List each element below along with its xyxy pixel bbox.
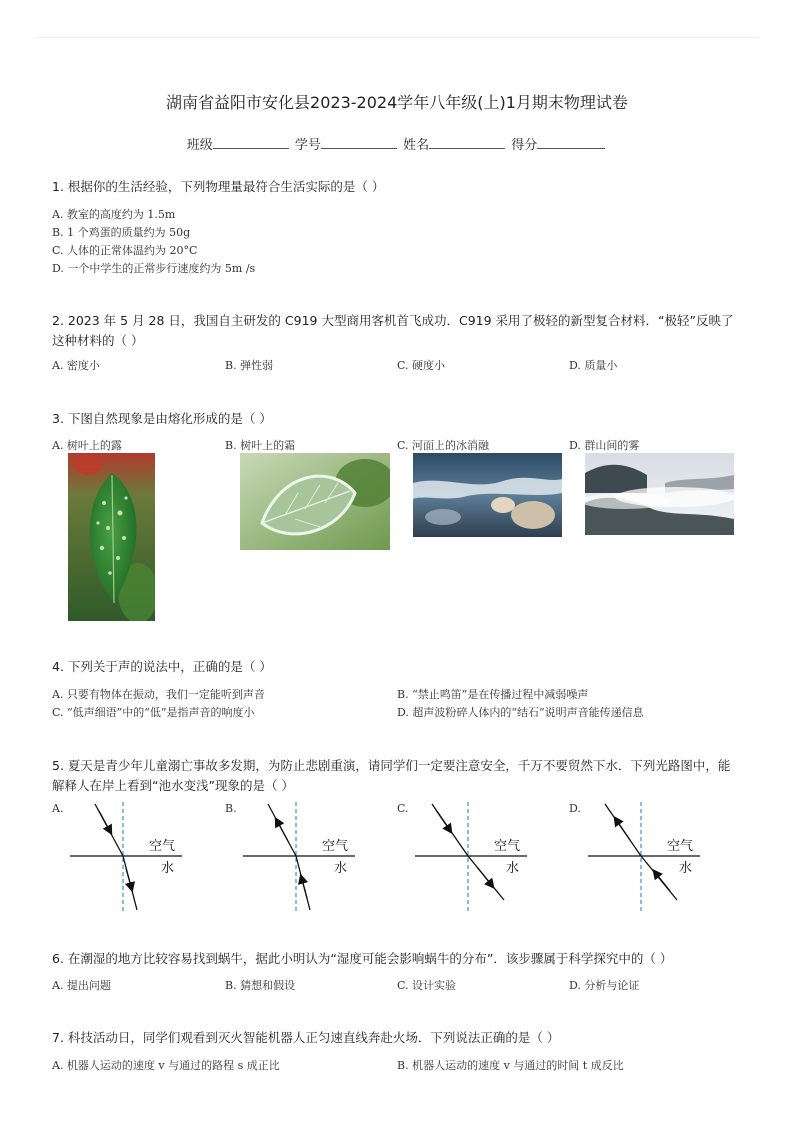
- q1-option-c[interactable]: C. 人体的正常体温约为 20°C: [52, 244, 198, 257]
- water-label: 水: [334, 861, 348, 876]
- question-4-stem: 4. 下列关于声的说法中，正确的是（ ）: [52, 659, 272, 674]
- ray-arrow: [276, 819, 288, 841]
- q2-option-d[interactable]: D. 质量小: [569, 359, 618, 372]
- class-label: 班级: [186, 138, 213, 153]
- q3-option-b[interactable]: B. 树叶上的霜: [225, 439, 296, 452]
- ray-arrow: [126, 868, 132, 890]
- question-6-stem: 6. 在潮湿的地方比较容易找到蜗牛，据此小明认为“湿度可能会影响蜗牛的分布”．该步骤属于科学探究中的（ ）: [52, 951, 673, 966]
- ray-arrow: [99, 811, 111, 833]
- frost-on-leaf-image: [240, 453, 390, 550]
- q5-diagram-b: [239, 800, 359, 915]
- name-label: 姓名: [403, 138, 430, 153]
- score-blank[interactable]: [537, 136, 605, 149]
- q2-option-b[interactable]: B. 弹性弱: [225, 359, 274, 372]
- air-label: 空气: [494, 839, 521, 854]
- header-divider: [36, 37, 758, 38]
- q7-option-b[interactable]: B. 机器人运动的速度 v 与通过的时间 t 成反比: [397, 1059, 624, 1072]
- class-blank[interactable]: [213, 136, 289, 149]
- student-number-blank[interactable]: [321, 136, 397, 149]
- ray-arrow: [615, 818, 630, 840]
- q2-option-a[interactable]: A. 密度小: [52, 359, 100, 372]
- q6-option-a[interactable]: A. 提出问题: [52, 979, 111, 992]
- q5-option-a[interactable]: A.: [52, 802, 64, 815]
- q5-option-b[interactable]: B.: [225, 802, 237, 815]
- q6-option-d[interactable]: D. 分析与论证: [569, 979, 640, 992]
- q3-option-d[interactable]: D. 群山间的雾: [569, 439, 640, 452]
- air-label: 空气: [667, 839, 694, 854]
- q4-option-a[interactable]: A. 只要有物体在振动，我们一定能听到声音: [52, 688, 265, 701]
- q3-option-a[interactable]: A. 树叶上的露: [52, 439, 122, 452]
- water-label: 水: [679, 861, 693, 876]
- q4-option-d[interactable]: D. 超声波粉碎人体内的“结石”说明声音能传递信息: [397, 706, 644, 719]
- q4-option-b[interactable]: B. “禁止鸣笛”是在传播过程中减弱噪声: [397, 688, 589, 701]
- melting-ice-river-image: [413, 453, 562, 537]
- water-label: 水: [506, 861, 520, 876]
- fog-mountains-image: [585, 453, 734, 535]
- name-blank[interactable]: [429, 136, 505, 149]
- dew-on-leaf-image: [68, 453, 155, 621]
- q4-option-c[interactable]: C. “低声细语”中的“低”是指声音的响度小: [52, 706, 255, 719]
- ray-arrow: [301, 876, 307, 898]
- ray-arrow: [477, 867, 493, 887]
- q6-option-b[interactable]: B. 猜想和假设: [225, 979, 296, 992]
- q5-diagram-a: [66, 800, 186, 915]
- air-label: 空气: [322, 839, 349, 854]
- question-2-stem: 2. 2023 年 5 月 28 日，我国自主研发的 C919 大型商用客机首飞成功．C919 采用了极轻的新型复合材料．“极轻”反映了这种材料的（ ）: [52, 313, 734, 348]
- q6-option-c[interactable]: C. 设计实验: [397, 979, 457, 992]
- student-number-label: 学号: [294, 138, 321, 153]
- student-info-line: [0, 134, 794, 153]
- ray-arrow: [436, 810, 451, 832]
- q2-option-c[interactable]: C. 硬度小: [397, 359, 446, 372]
- q7-option-a[interactable]: A. 机器人运动的速度 v 与通过的路程 s 成正比: [52, 1059, 280, 1072]
- q5-option-c[interactable]: C.: [397, 802, 409, 815]
- q5-option-d[interactable]: D.: [569, 802, 581, 815]
- water-label: 水: [161, 861, 175, 876]
- page-title: 湖南省益阳市安化县2023-2024学年八年级(上)1月期末物理试卷: [166, 93, 628, 112]
- q5-diagram-c: [411, 800, 531, 915]
- q1-option-a[interactable]: A. 教室的高度约为 1.5m: [52, 208, 176, 221]
- question-5-stem: 5. 夏天是青少年儿童溺亡事故多发期，为防止悲剧重演，请同学们一定要注意安全，千万不要贸然下水．下列光路图中，能解释人在岸上看到“池水变浅”现象的是（ ）: [52, 758, 731, 793]
- q1-option-b[interactable]: B. 1 个鸡蛋的质量约为 50g: [52, 226, 191, 239]
- q3-option-c[interactable]: C. 河面上的冰消融: [397, 439, 490, 452]
- q1-option-d[interactable]: D. 一个中学生的正常步行速度约为 5m /s: [52, 262, 256, 275]
- score-label: 得分: [511, 138, 538, 153]
- question-3-stem: 3. 下图自然现象是由熔化形成的是（ ）: [52, 411, 272, 426]
- question-7-stem: 7. 科技活动日，同学们观看到灭火智能机器人正匀速直线奔赴火场．下列说法正确的是（ ）: [52, 1030, 560, 1045]
- question-1-stem: 1. 根据你的生活经验，下列物理量最符合生活实际的是（ ）: [52, 179, 385, 194]
- air-label: 空气: [149, 839, 176, 854]
- ray-arrow: [654, 871, 670, 891]
- q5-diagram-d: [584, 800, 704, 915]
